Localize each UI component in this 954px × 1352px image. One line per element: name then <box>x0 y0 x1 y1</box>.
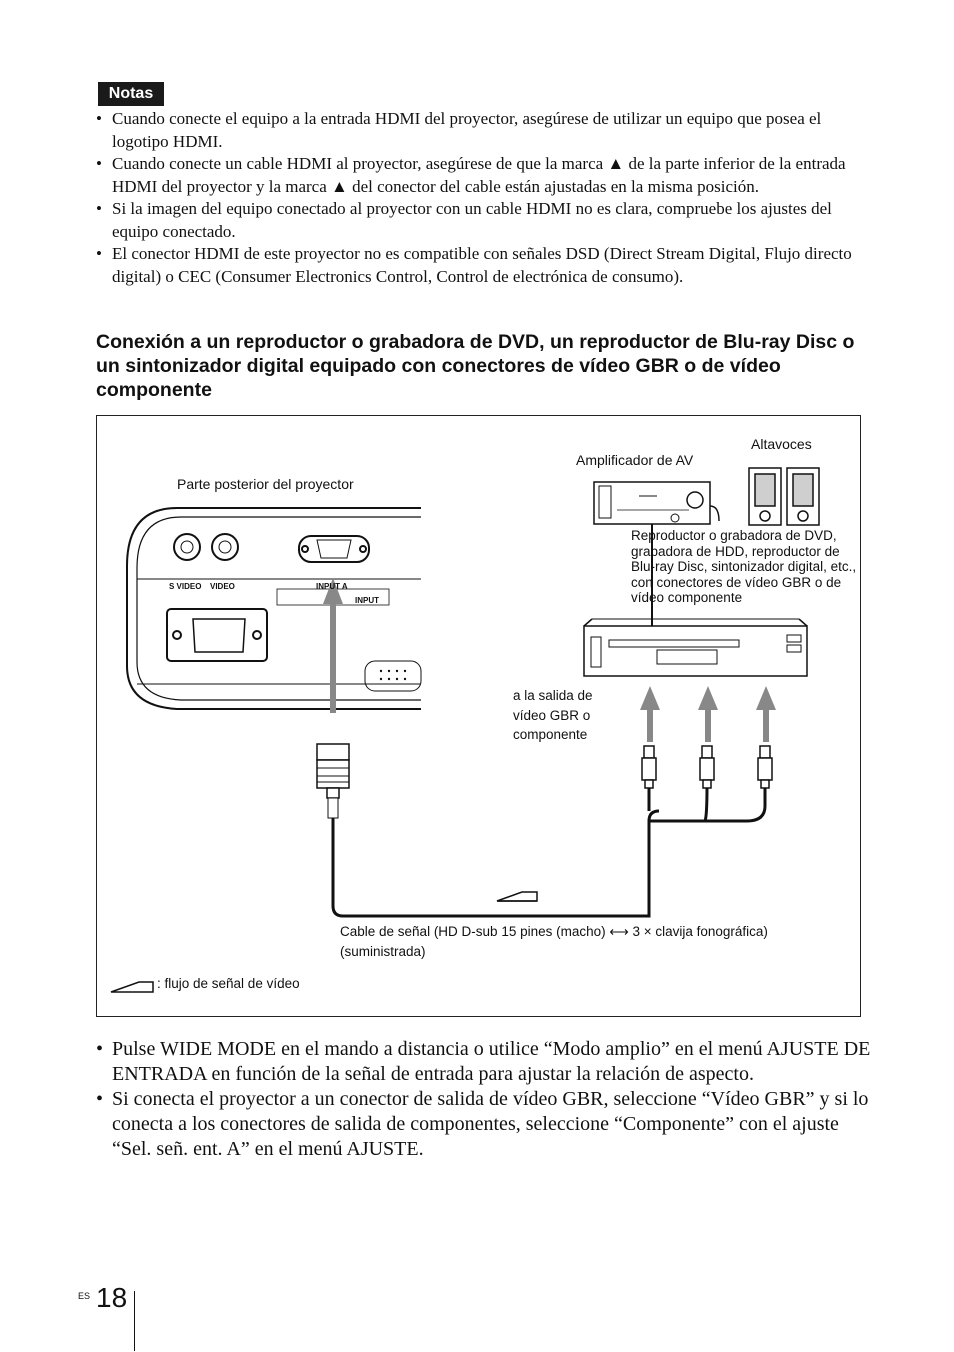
amplifier-label: Amplificador de AV <box>576 452 694 468</box>
signal-arrow-projector <box>323 578 343 713</box>
output-label: a la salida de vídeo GBR o componente <box>513 688 593 742</box>
projector-rear-panel <box>127 508 421 709</box>
av-amplifier <box>594 482 710 524</box>
player-label: Reproductor o grabadora de DVD, grabadora de HDD, reproductor de Blu-ray Disc, sintonizador digital, etc., con conectores de vídeo GBR o de vídeo componente <box>631 528 857 606</box>
speakers <box>749 468 819 525</box>
note-item: • Cuando conecte el equipo a la entrada HDMI del proyector, asegúrese de utilizar un equipo que posea el logotipo HDMI. <box>96 108 876 153</box>
connection-diagram <box>96 415 861 1017</box>
note-item: • Si la imagen del equipo conectado al proyector con un cable HDMI no es clara, compruebe los ajustes del equipo conectado. <box>96 198 876 243</box>
signal-cable <box>333 811 659 916</box>
disc-player <box>584 619 807 676</box>
notes-badge: Notas <box>98 82 164 106</box>
port-label-input-a: INPUT A <box>316 582 348 591</box>
vent-dots <box>380 670 406 680</box>
projector-label: Parte posterior del proyector <box>177 476 354 492</box>
note-item: • Cuando conecte un cable HDMI al proyector, asegúrese de que la marca ▲ de la parte inferior de la entrada HDMI del proyector y la marca ▲ del conector del cable están ajustadas en la misma posición. <box>96 153 876 198</box>
cable-branches <box>649 786 765 821</box>
dsub-plug <box>317 744 349 818</box>
speakers-label: Altavoces <box>751 436 812 452</box>
rca-plugs <box>642 746 772 788</box>
instruction-item: • Si conecta el proyector a un conector de salida de vídeo GBR, seleccione “Vídeo GBR” y si lo conecta a los conectores de salida de componentes, seleccione “Componente” con el ajuste “Sel. señ. ent. A” en el menú AJUSTE. <box>96 1087 876 1162</box>
flow-arrow-cable <box>497 892 537 901</box>
note-item: • El conector HDMI de este proyector no es compatible con señales DSD (Direct Stream Digital, Flujo directo digital) o CEC (Consumer Electronics Control, Control de electrónica de consumo). <box>96 243 876 288</box>
port-label-svideo: S VIDEO <box>169 582 202 591</box>
cable-label: Cable de señal (HD D-sub 15 pines (macho) ⟷ 3 × clavija fonográfica) (suministrada) <box>340 924 768 959</box>
signal-arrows-player <box>640 686 776 742</box>
flow-arrow-legend <box>111 982 153 992</box>
section-heading: Conexión a un reproductor o grabadora de DVD, un reproductor de Blu-ray Disc o un sintonizador digital equipado con conectores de vídeo GBR o de vídeo componente <box>96 331 855 401</box>
page-number: 18 <box>96 1282 128 1313</box>
legend-label: : flujo de señal de vídeo <box>157 976 300 991</box>
instruction-item: • Pulse WIDE MODE en el mando a distancia o utilice “Modo amplio” en el menú AJUSTE DE ENTRADA en función de la señal de entrada para ajustar la relación de aspecto. <box>96 1037 876 1087</box>
port-label-video: VIDEO <box>210 582 235 591</box>
language-code: ES <box>78 1291 91 1301</box>
speaker-wire <box>710 506 719 521</box>
instructions-list <box>96 1037 876 1162</box>
notes-list <box>96 108 876 288</box>
footer-rule <box>134 1291 135 1351</box>
port-label-input: INPUT <box>355 596 379 605</box>
